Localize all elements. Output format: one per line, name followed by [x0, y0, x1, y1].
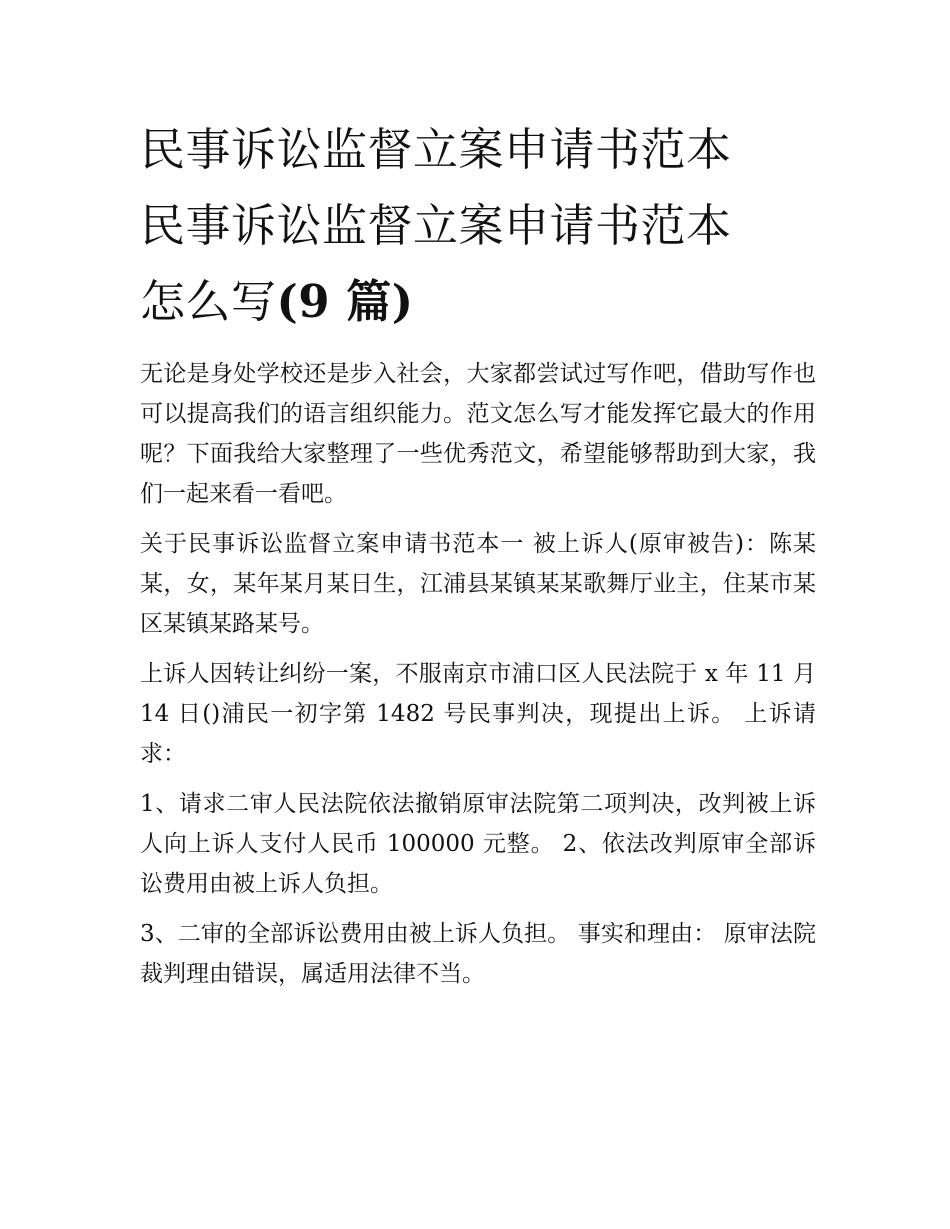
title-line-3-suffix: (9 篇)	[276, 275, 414, 328]
title-line-3	[140, 264, 816, 340]
document-title	[140, 112, 816, 340]
appellee-paragraph: 关于民事诉讼监督立案申请书范本一 被上诉人(原审被告)：陈某某，女，某年某月某日生，江浦县某镇某某歌舞厅业主，住某市某区某镇某路某号。	[140, 531, 816, 637]
request-paragraph-3: 3、二审的全部诉讼费用由被上诉人负担。 事实和理由： 原审法院裁判理由错误，属适用法律不当。	[140, 921, 816, 987]
request-paragraph-1: 1、请求二审人民法院依法撤销原审法院第二项判决，改判被上诉人向上诉人支付人民币 100000 元整。 2、依法改判原审全部诉讼费用由被上诉人负担。	[140, 791, 816, 897]
title-line-2: 民事诉讼监督立案申请书范本	[140, 199, 732, 252]
title-line-1: 民事诉讼监督立案申请书范本	[140, 123, 732, 176]
title-line-3-prefix: 怎么写	[140, 275, 277, 328]
appeal-paragraph: 上诉人因转让纠纷一案，不服南京市浦口区人民法院于 x 年 11 月 14 日()浦民一初字第 1482 号民事判决，现提出上诉。 上诉请求：	[140, 661, 816, 767]
document-body	[140, 112, 816, 1004]
intro-paragraph: 无论是身处学校还是步入社会，大家都尝试过写作吧，借助写作也可以提高我们的语言组织能力。范文怎么写才能发挥它最大的作用呢？下面我给大家整理了一些优秀范文，希望能够帮助到大家，我们一起来看一看吧。	[140, 361, 816, 507]
